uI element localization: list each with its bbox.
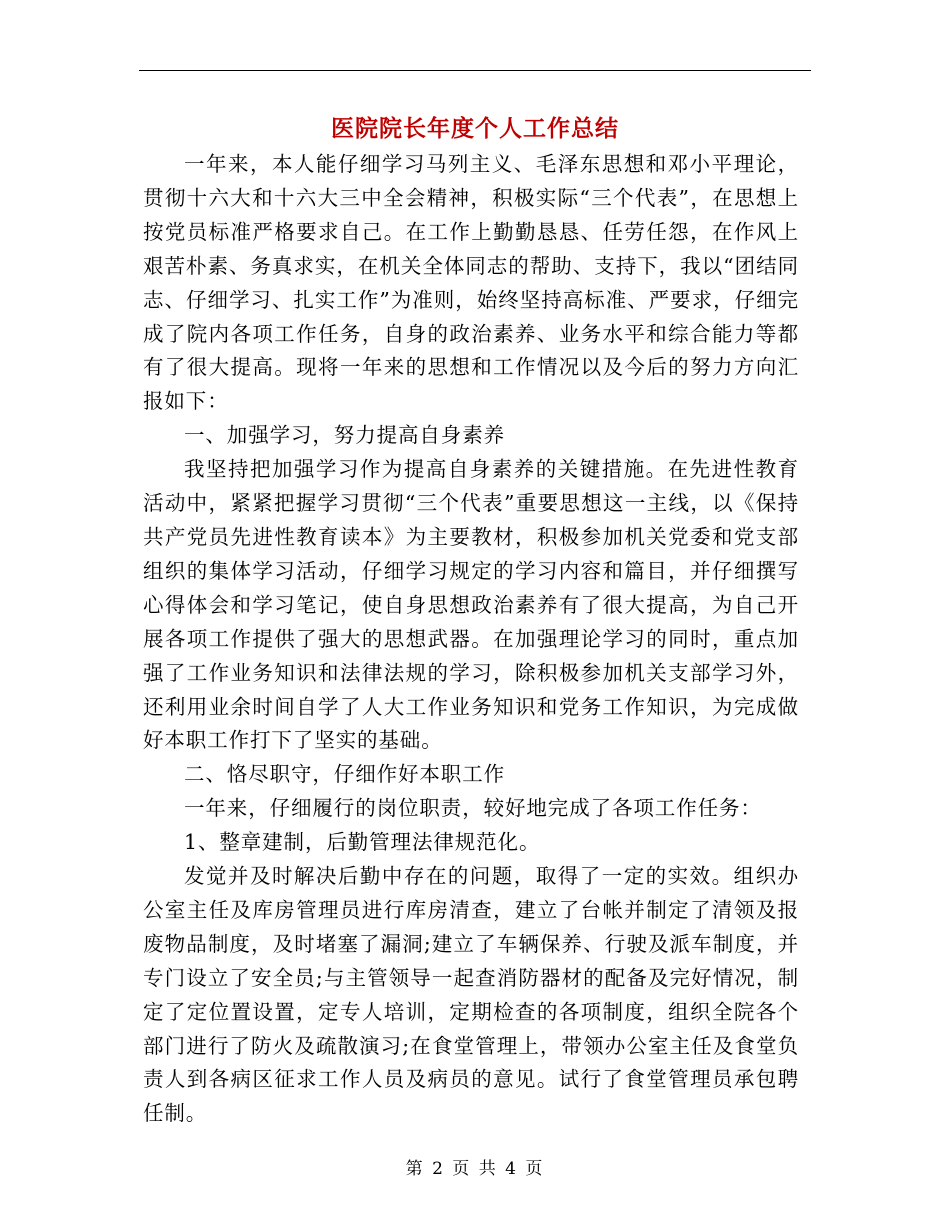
- section-heading-duties: 二、恪尽职守，仔细作好本职工作: [184, 762, 505, 787]
- section-heading-study: 一、加强学习，努力提高自身素养: [184, 423, 505, 448]
- document-body: [143, 148, 799, 1131]
- paragraph-intro: 一年来，本人能仔细学习马列主义、毛泽东思想和邓小平理论，贯彻十六大和十六大三中全会精神，积极实际“三个代表”，在思想上按党员标准严格要求自己。在工作上勤勤恳恳、任劳任怨，在作风上艰苦朴素、务真求实，在机关全体同志的帮助、支持下，我以“团结同志、仔细学习、扎实工作”为准则，始终坚持高标准、严要求，仔细完成了院内各项工作任务，自身的政治素养、业务水平和综合能力等都有了很大提高。现将一年来的思想和工作情况以及今后的努力方向汇报如下：: [143, 152, 799, 414]
- paragraph-duties-intro: 一年来，仔细履行的岗位职责，较好地完成了各项工作任务：: [184, 796, 762, 821]
- page-number: 第 2 页 共 4 页: [405, 1159, 545, 1179]
- document-title: 医院院长年度个人工作总结: [331, 116, 619, 142]
- subheading-regulations: 1、整章建制，后勤管理法律规范化。: [184, 830, 541, 855]
- header-rule: [139, 70, 811, 71]
- paragraph-study: 我坚持把加强学习作为提高自身素养的关键措施。在先进性教育活动中，紧紧把握学习贯彻“三个代表”重要思想这一主线，以《保持共产党员先进性教育读本》为主要教材，积极参加机关党委和党支部组织的集体学习活动，仔细学习规定的学习内容和篇目，并仔细撰写心得体会和学习笔记，使自身思想政治素养有了很大提高，为自己开展各项工作提供了强大的思想武器。在加强理论学习的同时，重点加强了工作业务知识和法律法规的学习，除积极参加机关支部学习外，还利用业余时间自学了人大工作业务知识和党务工作知识，为完成做好本职工作打下了坚实的基础。: [143, 457, 799, 753]
- paragraph-regulations: 发觉并及时解决后勤中存在的问题，取得了一定的实效。组织办公室主任及库房管理员进行库房清查，建立了台帐并制定了清领及报废物品制度，及时堵塞了漏洞;建立了车辆保养、行驶及派车制度，并专门设立了安全员;与主管领导一起查消防器材的配备及完好情况，制定了定位置设置，定专人培训，定期检查的各项制度，组织全院各个部门进行了防火及疏散演习;在食堂管理上，带领办公室主任及食堂负责人到各病区征求工作人员及病员的意见。试行了食堂管理员承包聘任制。: [143, 864, 799, 1126]
